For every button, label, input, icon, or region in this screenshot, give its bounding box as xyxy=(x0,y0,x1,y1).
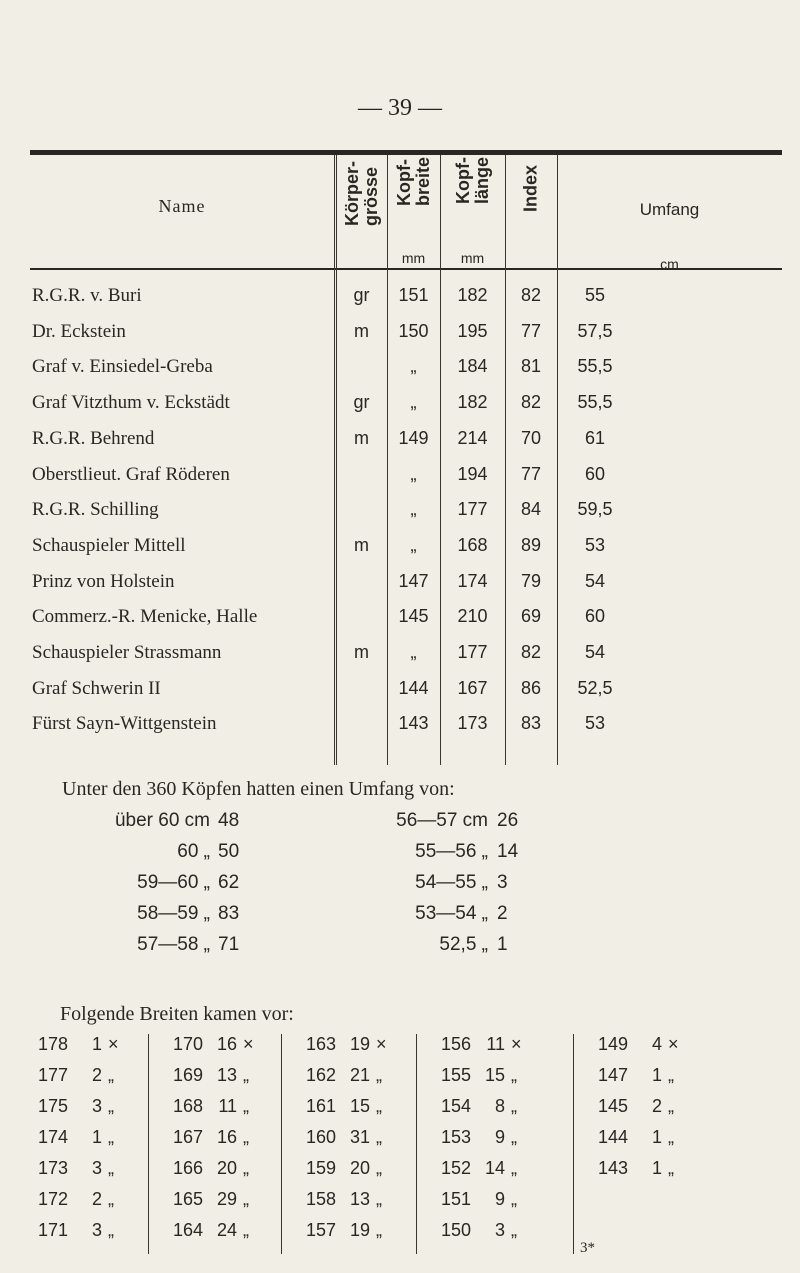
signature-mark: 3* xyxy=(580,1240,595,1256)
breadth-count: 13 xyxy=(349,1189,370,1209)
breadth-entry xyxy=(431,1034,535,1065)
breadth-mark: „ xyxy=(108,1220,114,1240)
breadth-entry xyxy=(431,1220,535,1251)
summary-count: 71 xyxy=(218,934,240,955)
breadth-entry xyxy=(588,1065,692,1096)
breadth-value: 157 xyxy=(305,1220,336,1240)
header-head-length-unit: mm xyxy=(460,250,485,266)
breadth-entry xyxy=(431,1065,535,1096)
breadth-count: 15 xyxy=(349,1096,370,1116)
breadth-entry xyxy=(296,1220,400,1251)
breadth-value: 159 xyxy=(305,1158,336,1178)
breadth-entry xyxy=(163,1127,267,1158)
cell-name: Oberstlieut. Graf Röderen xyxy=(32,463,230,485)
header-circumference-unit: cm xyxy=(660,256,679,272)
breadth-value: 178 xyxy=(37,1034,68,1054)
cell-name: Graf v. Einsiedel-Greba xyxy=(32,356,213,378)
breadth-count: 4 xyxy=(651,1034,662,1054)
cell-name: Prinz von Holstein xyxy=(32,570,175,592)
breadths-grid xyxy=(28,1034,788,1259)
breadth-mark: „ xyxy=(376,1065,382,1085)
cell-name: Fürst Sayn-Wittgenstein xyxy=(32,713,217,735)
breadth-mark: „ xyxy=(668,1065,674,1085)
breadth-value: 175 xyxy=(37,1096,68,1116)
cell-width: 149 xyxy=(398,427,429,448)
breadth-value: 151 xyxy=(440,1189,471,1209)
cell-width: 143 xyxy=(398,713,429,734)
cell-length: 182 xyxy=(457,392,488,413)
breadth-mark: „ xyxy=(243,1189,249,1209)
breadth-entry xyxy=(28,1065,132,1096)
summary-count: 1 xyxy=(497,934,508,955)
breadth-mark: „ xyxy=(108,1158,114,1178)
breadth-mark: „ xyxy=(108,1127,114,1147)
breadth-mark: „ xyxy=(511,1220,517,1240)
breadth-entry xyxy=(28,1189,132,1220)
breadth-mark: „ xyxy=(243,1065,249,1085)
header-head-length xyxy=(440,155,505,268)
summary-count: 48 xyxy=(218,810,240,831)
breadth-value: 173 xyxy=(37,1158,68,1178)
column-divider xyxy=(334,155,335,765)
cell-name: Schauspieler Mittell xyxy=(32,534,186,556)
summary-count: 62 xyxy=(218,872,240,893)
breadth-mark: „ xyxy=(243,1127,249,1147)
breadth-count: 20 xyxy=(216,1158,237,1178)
summary-count: 83 xyxy=(218,903,240,924)
cell-circ: 55,5 xyxy=(577,392,613,413)
header-head-width-label: Kopf- breite xyxy=(393,157,433,207)
summary-range: 55—56 „ xyxy=(415,841,488,862)
breadth-mark: „ xyxy=(108,1065,114,1085)
header-index-label: Index xyxy=(520,165,541,213)
breadth-entry xyxy=(163,1096,267,1127)
table-row xyxy=(30,535,782,565)
cell-length: 182 xyxy=(457,285,488,305)
breadths-column xyxy=(588,1034,692,1189)
breadth-value: 170 xyxy=(172,1034,203,1054)
breadth-value: 165 xyxy=(172,1189,203,1209)
cell-name: R.G.R. v. Buri xyxy=(32,285,142,306)
breadth-value: 154 xyxy=(440,1096,471,1116)
header-body-size xyxy=(336,155,387,268)
cell-width: 145 xyxy=(398,606,429,627)
breadths-intro: Folgende Breiten kamen vor: xyxy=(60,1003,294,1025)
header-circumference xyxy=(557,200,782,272)
cell-index: 81 xyxy=(520,356,542,377)
cell-index: 77 xyxy=(520,320,542,341)
cell-circ: 54 xyxy=(584,642,606,662)
cell-size: gr xyxy=(353,285,370,305)
breadths-divider xyxy=(148,1034,149,1254)
breadth-count: 20 xyxy=(349,1158,370,1178)
summary-count: 26 xyxy=(497,810,519,831)
breadth-entry xyxy=(163,1034,267,1065)
cell-circ: 60 xyxy=(584,606,606,627)
breadth-value: 143 xyxy=(597,1158,628,1178)
summary-range: 60 „ xyxy=(177,841,210,862)
breadth-mark: „ xyxy=(376,1189,382,1209)
cell-circ: 60 xyxy=(584,463,606,484)
cell-length: 174 xyxy=(457,570,488,591)
breadth-mark: „ xyxy=(668,1096,674,1116)
breadth-value: 168 xyxy=(172,1096,203,1116)
summary-range: 56—57 cm xyxy=(396,810,488,831)
summary-range: 57—58 „ xyxy=(137,934,210,955)
cell-width: 147 xyxy=(398,570,429,591)
cell-index: 86 xyxy=(520,677,542,698)
breadth-entry xyxy=(431,1158,535,1189)
table-row xyxy=(30,713,782,743)
cell-index: 79 xyxy=(520,570,542,591)
breadth-entry xyxy=(588,1127,692,1158)
table-row xyxy=(30,571,782,601)
breadths-divider xyxy=(281,1034,282,1254)
cell-circ: 59,5 xyxy=(577,499,613,520)
cell-length: 177 xyxy=(457,499,488,520)
cell-index: 70 xyxy=(520,427,542,448)
table-row xyxy=(30,321,782,351)
breadth-value: 171 xyxy=(37,1220,68,1240)
breadth-entry xyxy=(163,1065,267,1096)
breadth-mark: „ xyxy=(243,1158,249,1178)
breadth-count: 31 xyxy=(349,1127,370,1147)
breadth-value: 166 xyxy=(172,1158,203,1178)
summary-count: 2 xyxy=(497,903,508,924)
breadth-mark: „ xyxy=(668,1127,674,1147)
breadth-count: 19 xyxy=(349,1220,370,1240)
summary-count: 50 xyxy=(218,841,240,862)
cell-width: „ xyxy=(410,392,417,413)
cell-width: „ xyxy=(410,499,417,520)
breadth-count: 3 xyxy=(91,1158,102,1178)
breadth-value: 144 xyxy=(597,1127,628,1147)
cell-name: R.G.R. Schilling xyxy=(32,499,159,521)
table-row xyxy=(30,678,782,708)
breadth-mark: × xyxy=(511,1034,522,1054)
cell-size: m xyxy=(354,534,369,555)
header-head-width-unit: mm xyxy=(401,250,426,266)
breadth-mark: × xyxy=(668,1034,679,1054)
breadth-count: 9 xyxy=(494,1189,505,1209)
summary-range: 59—60 „ xyxy=(137,872,210,893)
cell-width: „ xyxy=(410,463,417,484)
header-head-length-label: Kopf- länge xyxy=(452,157,492,205)
breadth-entry xyxy=(28,1220,132,1251)
cell-size: m xyxy=(354,642,369,662)
breadth-count: 29 xyxy=(216,1189,237,1209)
summary-range: 53—54 „ xyxy=(415,903,488,924)
cell-circ: 53 xyxy=(584,713,606,734)
breadth-entry xyxy=(28,1034,132,1065)
breadth-count: 2 xyxy=(91,1065,102,1085)
cell-circ: 55 xyxy=(584,285,606,305)
cell-length: 194 xyxy=(457,463,488,484)
breadth-value: 177 xyxy=(37,1065,68,1085)
summary-count: 3 xyxy=(497,872,508,893)
breadth-mark: „ xyxy=(511,1189,517,1209)
table-row xyxy=(30,356,782,386)
breadths-column xyxy=(296,1034,400,1251)
breadth-mark: „ xyxy=(243,1096,249,1116)
cell-length: 184 xyxy=(457,356,488,377)
breadth-entry xyxy=(163,1189,267,1220)
breadth-mark: „ xyxy=(376,1158,382,1178)
breadth-count: 2 xyxy=(91,1189,102,1209)
breadth-value: 156 xyxy=(440,1034,471,1054)
cell-width: 151 xyxy=(398,285,429,305)
summary-intro: Unter den 360 Köpfen hatten einen Umfang von: xyxy=(62,778,455,800)
breadths-column xyxy=(28,1034,132,1251)
breadth-value: 160 xyxy=(305,1127,336,1147)
summary-range: über 60 cm xyxy=(114,810,210,831)
cell-size: m xyxy=(354,320,369,341)
breadth-value: 169 xyxy=(172,1065,203,1085)
cell-index: 83 xyxy=(520,713,542,734)
cell-name: R.G.R. Behrend xyxy=(32,427,155,449)
cell-length: 214 xyxy=(457,427,488,448)
cell-name: Dr. Eckstein xyxy=(32,320,126,342)
summary-count: 14 xyxy=(497,841,519,862)
breadth-count: 2 xyxy=(651,1096,662,1116)
breadth-count: 1 xyxy=(91,1127,102,1147)
breadth-entry xyxy=(431,1127,535,1158)
breadth-count: 1 xyxy=(651,1065,662,1085)
breadth-mark: „ xyxy=(376,1220,382,1240)
breadth-entry xyxy=(588,1158,692,1189)
breadth-value: 150 xyxy=(440,1220,471,1240)
breadth-mark: „ xyxy=(108,1096,114,1116)
breadths-divider xyxy=(416,1034,417,1254)
cell-index: 82 xyxy=(520,642,542,662)
breadth-count: 8 xyxy=(494,1096,505,1116)
breadth-mark: × xyxy=(376,1034,387,1054)
table-row xyxy=(30,499,782,529)
header-circumference-label: Umfang xyxy=(639,200,700,219)
breadth-count: 16 xyxy=(216,1034,237,1054)
cell-circ: 61 xyxy=(584,427,606,448)
cell-circ: 52,5 xyxy=(577,677,613,698)
breadth-entry xyxy=(296,1158,400,1189)
header-index xyxy=(505,155,557,268)
breadth-value: 161 xyxy=(305,1096,336,1116)
cell-name: Graf Schwerin II xyxy=(32,677,161,699)
breadth-count: 15 xyxy=(484,1065,505,1085)
breadth-value: 153 xyxy=(440,1127,471,1147)
cell-index: 84 xyxy=(520,499,542,520)
cell-width: „ xyxy=(410,534,417,555)
summary-range: 52,5 „ xyxy=(439,934,488,955)
breadth-value: 147 xyxy=(597,1065,628,1085)
breadth-value: 145 xyxy=(597,1096,628,1116)
table-row xyxy=(30,428,782,458)
breadth-value: 149 xyxy=(597,1034,628,1054)
breadths-column xyxy=(431,1034,535,1251)
header-body-size-label: Körper- grösse xyxy=(341,161,381,227)
breadth-count: 19 xyxy=(349,1034,370,1054)
cell-length: 173 xyxy=(457,713,488,734)
breadth-value: 167 xyxy=(172,1127,203,1147)
breadth-value: 158 xyxy=(305,1189,336,1209)
breadth-count: 3 xyxy=(494,1220,505,1240)
breadth-entry xyxy=(296,1065,400,1096)
cell-size: gr xyxy=(353,392,370,413)
breadth-mark: „ xyxy=(511,1158,517,1178)
breadth-count: 24 xyxy=(216,1220,237,1240)
summary-range: 54—55 „ xyxy=(415,872,488,893)
breadth-entry xyxy=(163,1158,267,1189)
breadth-mark: „ xyxy=(511,1096,517,1116)
breadths-column xyxy=(163,1034,267,1251)
breadth-count: 16 xyxy=(216,1127,237,1147)
breadth-mark: × xyxy=(108,1034,119,1054)
breadth-entry xyxy=(296,1127,400,1158)
table-row xyxy=(30,606,782,636)
breadth-mark: „ xyxy=(376,1096,382,1116)
breadth-value: 174 xyxy=(37,1127,68,1147)
breadth-count: 1 xyxy=(651,1158,662,1178)
cell-index: 82 xyxy=(520,392,542,413)
cell-length: 167 xyxy=(457,677,488,698)
breadth-count: 9 xyxy=(494,1127,505,1147)
cell-width: 150 xyxy=(398,320,429,341)
breadths-divider xyxy=(573,1034,574,1254)
cell-size: m xyxy=(354,427,369,448)
breadth-count: 13 xyxy=(216,1065,237,1085)
breadth-value: 162 xyxy=(305,1065,336,1085)
breadth-entry xyxy=(296,1034,400,1065)
breadth-entry xyxy=(296,1096,400,1127)
breadth-count: 14 xyxy=(484,1158,505,1178)
breadth-entry xyxy=(296,1189,400,1220)
breadth-entry xyxy=(431,1189,535,1220)
breadth-mark: „ xyxy=(376,1127,382,1147)
cell-width: „ xyxy=(410,642,417,662)
breadth-mark: „ xyxy=(668,1158,674,1178)
breadth-count: 1 xyxy=(651,1127,662,1147)
cell-width: „ xyxy=(410,356,417,377)
breadth-count: 21 xyxy=(349,1065,370,1085)
breadth-value: 163 xyxy=(305,1034,336,1054)
breadth-mark: „ xyxy=(511,1065,517,1085)
breadth-mark: „ xyxy=(243,1220,249,1240)
cell-width: 144 xyxy=(398,677,429,698)
cell-name: Schauspieler Strassmann xyxy=(32,642,222,663)
breadth-count: 3 xyxy=(91,1096,102,1116)
cell-name: Commerz.-R. Menicke, Halle xyxy=(32,606,258,628)
table-row xyxy=(30,285,782,315)
cell-index: 82 xyxy=(520,285,542,305)
breadth-mark: × xyxy=(243,1034,254,1054)
table-row xyxy=(30,392,782,422)
cell-circ: 54 xyxy=(584,570,606,591)
breadth-value: 152 xyxy=(440,1158,471,1178)
breadth-entry xyxy=(163,1220,267,1251)
table-row xyxy=(30,464,782,494)
summary-range: 58—59 „ xyxy=(137,903,210,924)
cell-name: Graf Vitzthum v. Eckstädt xyxy=(32,392,230,414)
breadth-entry xyxy=(588,1034,692,1065)
breadth-count: 11 xyxy=(486,1034,505,1054)
cell-length: 195 xyxy=(457,320,488,341)
breadth-value: 164 xyxy=(172,1220,203,1240)
page-number: — 39 — xyxy=(358,95,442,121)
cell-length: 177 xyxy=(457,642,488,662)
breadth-value: 172 xyxy=(37,1189,68,1209)
cell-length: 210 xyxy=(457,606,488,627)
breadth-mark: „ xyxy=(108,1189,114,1209)
cell-length: 168 xyxy=(457,534,488,555)
breadth-count: 11 xyxy=(218,1096,237,1116)
cell-index: 69 xyxy=(520,606,542,627)
cell-index: 77 xyxy=(520,463,542,484)
cell-circ: 53 xyxy=(584,534,606,555)
breadth-entry xyxy=(588,1096,692,1127)
breadth-entry xyxy=(28,1158,132,1189)
header-head-width xyxy=(387,155,440,268)
header-name: Name xyxy=(158,196,206,216)
breadth-count: 1 xyxy=(91,1034,102,1054)
table-row xyxy=(30,642,782,672)
breadth-entry xyxy=(431,1096,535,1127)
breadth-entry xyxy=(28,1127,132,1158)
breadth-value: 155 xyxy=(440,1065,471,1085)
breadth-count: 3 xyxy=(91,1220,102,1240)
cell-index: 89 xyxy=(520,534,542,555)
cell-circ: 57,5 xyxy=(577,320,613,341)
breadth-mark: „ xyxy=(511,1127,517,1147)
breadth-entry xyxy=(28,1096,132,1127)
cell-circ: 55,5 xyxy=(577,356,613,377)
